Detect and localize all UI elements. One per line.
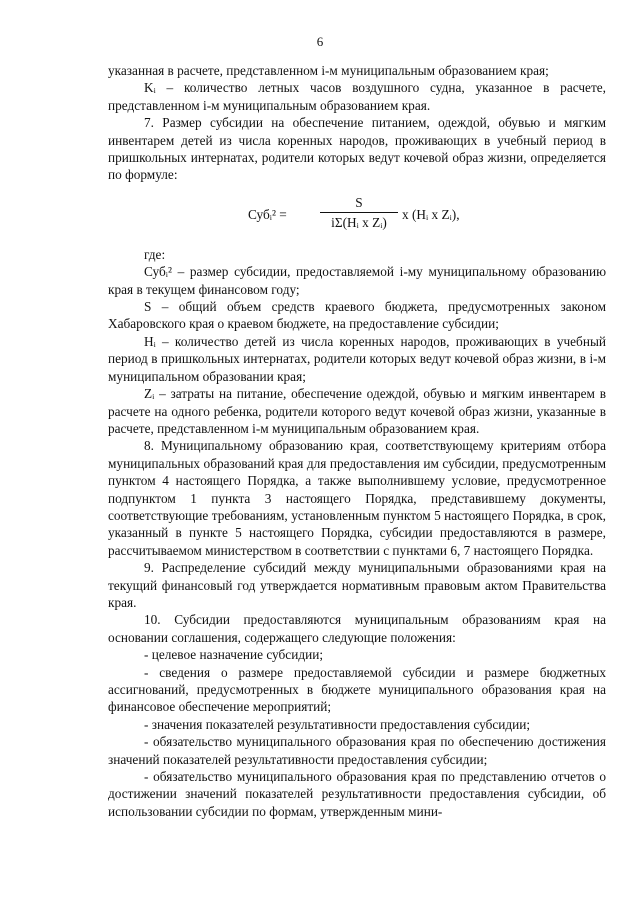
paragraph: - значения показателей результативности предоставления субсидии;: [144, 716, 531, 732]
document-body: [108, 62, 606, 820]
paragraph: S – общий объем средств краевого бюджета, предусмотренных законом Хабаровского края о краевом бюджете, на предоставление субсидии;: [108, 299, 606, 332]
paragraph: - обязательство муниципального образования края по представлению отчетов о достижении значений показателей результативности предоставления субсидии, об использовании субсидии по формам, утвержденным мини-: [108, 769, 606, 819]
paragraph: 9. Распределение субсидий между муниципальными образованиями края на текущий финансовый год утверждается нормативным правовым актом Правительства края.: [108, 560, 606, 610]
paragraph: - обязательство муниципального образования края по обеспечению достижения значений показателей результативности предоставления субсидии;: [108, 734, 606, 767]
page-number: 6: [316, 34, 324, 49]
formula-denominator: iΣ(Hᵢ x Zᵢ): [331, 215, 387, 231]
paragraph: Hᵢ – количество детей из числа коренных народов, проживающих в учебный период в пришкольных интернатах, родители которых ведут кочевой образ жизни, в i-м муниципальном образовании края;: [108, 333, 606, 384]
formula-lhs: Субᵢ² =: [248, 206, 287, 222]
formula-fraction: [320, 194, 398, 232]
formula-numerator: S: [320, 194, 398, 213]
subsidy-formula: [108, 194, 606, 238]
paragraphs-before: [108, 62, 606, 184]
paragraph: Zᵢ – затраты на питание, обеспечение одеждой, обувью и мягким инвентарем в расчете на одного ребенка, родители которого ведут кочевой образ жизни, указанные в расчете, представленном i-м муниципальным образованием края.: [108, 386, 606, 436]
paragraph: - сведения о размере предоставляемой субсидии и размере бюджетных ассигнований, предусмотренных в бюджете муниципального образования края на финансовое обеспечение мероприятий;: [108, 664, 606, 715]
paragraph: указанная в расчете, представленном i-м муниципальным образованием края;: [108, 63, 549, 78]
paragraph: Kᵢ – количество летных часов воздушного судна, указанное в расчете, представленном i-м муниципальным образованием края.: [108, 80, 606, 113]
paragraph: 8. Муниципальному образованию края, соответствующему критериям отбора муниципальных образований края для предоставления им субсидии, предусмотренным пунктом 4 настоящего Порядка, а также выполнившему условие, предусмотренное подпунктом 1 пункта 3 настоящего Порядка, представившему документы, соответствующие требованиям, установленным пунктом 5 настоящего Порядка, в срок, указанный в пункте 5 настоящего Порядка, субсидии предоставляются в размере, рассчитываемом министерством в соответствии с пунктами 6, 7 настоящего Порядка.: [108, 438, 606, 558]
paragraph: 10. Субсидии предоставляются муниципальным образованиям края на основании соглашения, содержащего следующие положения:: [108, 612, 606, 645]
paragraph: где:: [144, 246, 166, 262]
formula-rhs: x (Hᵢ x Zᵢ),: [402, 206, 460, 222]
paragraph: - целевое назначение субсидии;: [144, 647, 324, 663]
paragraph: Субᵢ² – размер субсидии, предоставляемой i-му муниципальному образованию края в текущем финансовом году;: [108, 264, 606, 297]
paragraph: 7. Размер субсидии на обеспечение питанием, одеждой, обувью и мягким инвентарем детей из числа коренных народов, проживающих в учебный период в пришкольных интернатах, родители которых ведут кочевой образ жизни, определяется по формуле:: [108, 115, 606, 183]
paragraphs-after: [108, 246, 606, 820]
